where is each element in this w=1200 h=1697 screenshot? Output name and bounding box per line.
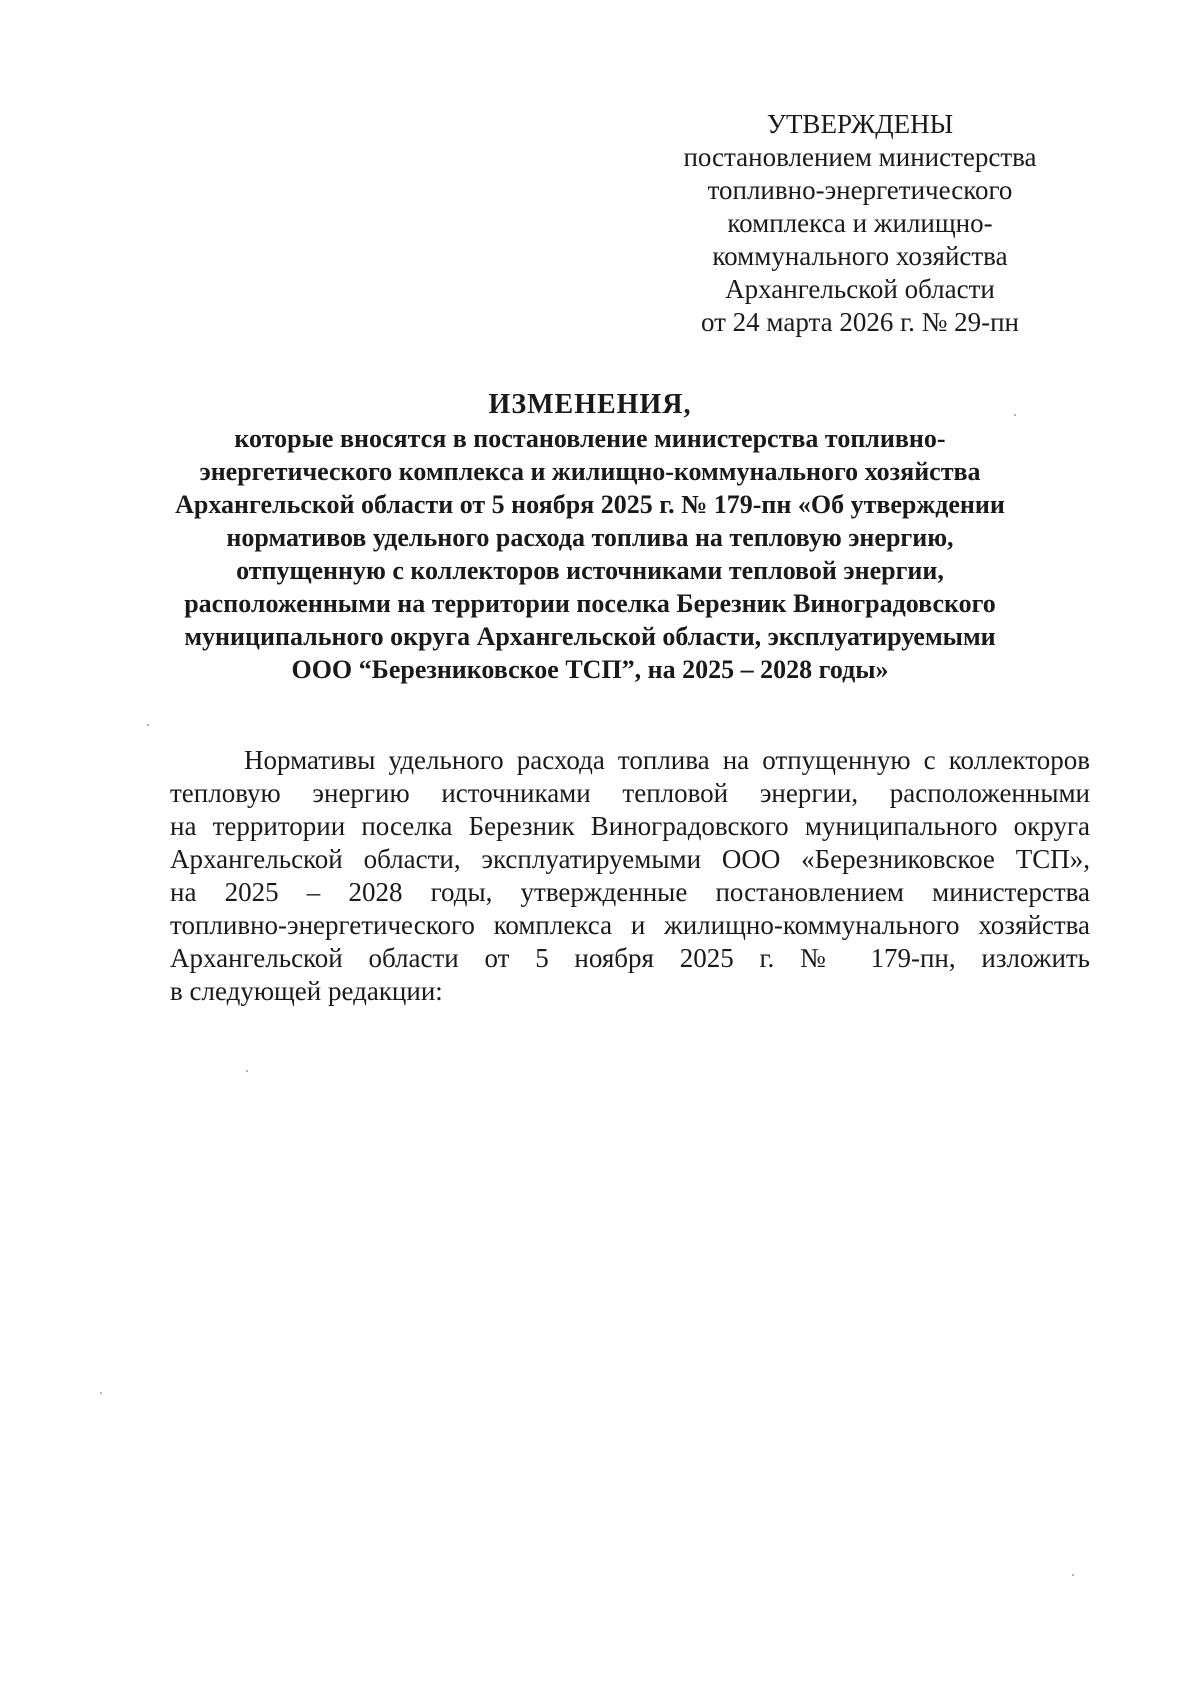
approval-line: от 24 марта 2026 г. № 29-пн xyxy=(700,307,1019,337)
approval-line: комплекса и жилищно- xyxy=(727,208,993,238)
body-line: тепловую энергию источниками тепловой энергии, расположенными xyxy=(170,778,1090,808)
approval-stamp xyxy=(640,108,1080,339)
scan-speck xyxy=(246,1070,248,1072)
approval-line: УТВЕРЖДЕНЫ xyxy=(766,109,954,139)
body-line: на 2025 – 2028 годы, утвержденные постановлением министерства xyxy=(170,877,1090,907)
title-line: муниципального округа Архангельской области, эксплуатируемыми xyxy=(184,622,996,651)
title-line: расположенными на территории поселка Березник Виноградовского xyxy=(184,589,996,618)
approval-line: топливно-энергетического xyxy=(707,175,1013,205)
body-line: Архангельской области от 5 ноября 2025 г. № 179-пн, изложить xyxy=(170,943,1090,973)
body-line: Архангельской области, эксплуатируемыми ООО «Березниковское ТСП», xyxy=(170,844,1090,874)
title-line: которые вносятся в постановление министерства топливно- xyxy=(234,424,946,453)
body-line: в следующей редакции: xyxy=(170,976,443,1006)
scan-speck xyxy=(1072,1574,1074,1576)
title-subtitle xyxy=(150,422,1030,686)
scan-speck xyxy=(100,1392,102,1394)
approval-line: постановлением министерства xyxy=(683,142,1037,172)
title-line: нормативов удельного расхода топлива на тепловую энергию, xyxy=(226,523,954,552)
scan-speck xyxy=(147,724,149,726)
body-line: топливно-энергетического комплекса и жилищно-коммунального хозяйства xyxy=(170,910,1090,940)
document-title xyxy=(150,388,1030,686)
body-paragraph xyxy=(170,744,1090,1008)
scan-speck xyxy=(1014,414,1016,416)
title-line: Архангельской области от 5 ноября 2025 г. № 179-пн «Об утверждении xyxy=(175,490,1005,519)
title-line: отпущенную с коллекторов источниками тепловой энергии, xyxy=(236,556,944,585)
body-line: на территории поселка Березник Виноградовского муниципального округа xyxy=(170,811,1090,841)
body-line: Нормативы удельного расхода топлива на отпущенную с коллекторов xyxy=(244,745,1090,775)
approval-line: Архангельской области xyxy=(725,274,995,304)
title-heading: ИЗМЕНЕНИЯ, xyxy=(488,389,692,420)
title-line: энергетического комплекса и жилищно-коммунального хозяйства xyxy=(199,457,981,486)
title-line: ООО “Березниковское ТСП”, на 2025 – 2028 годы» xyxy=(291,655,889,684)
approval-line: коммунального хозяйства xyxy=(712,241,1008,271)
